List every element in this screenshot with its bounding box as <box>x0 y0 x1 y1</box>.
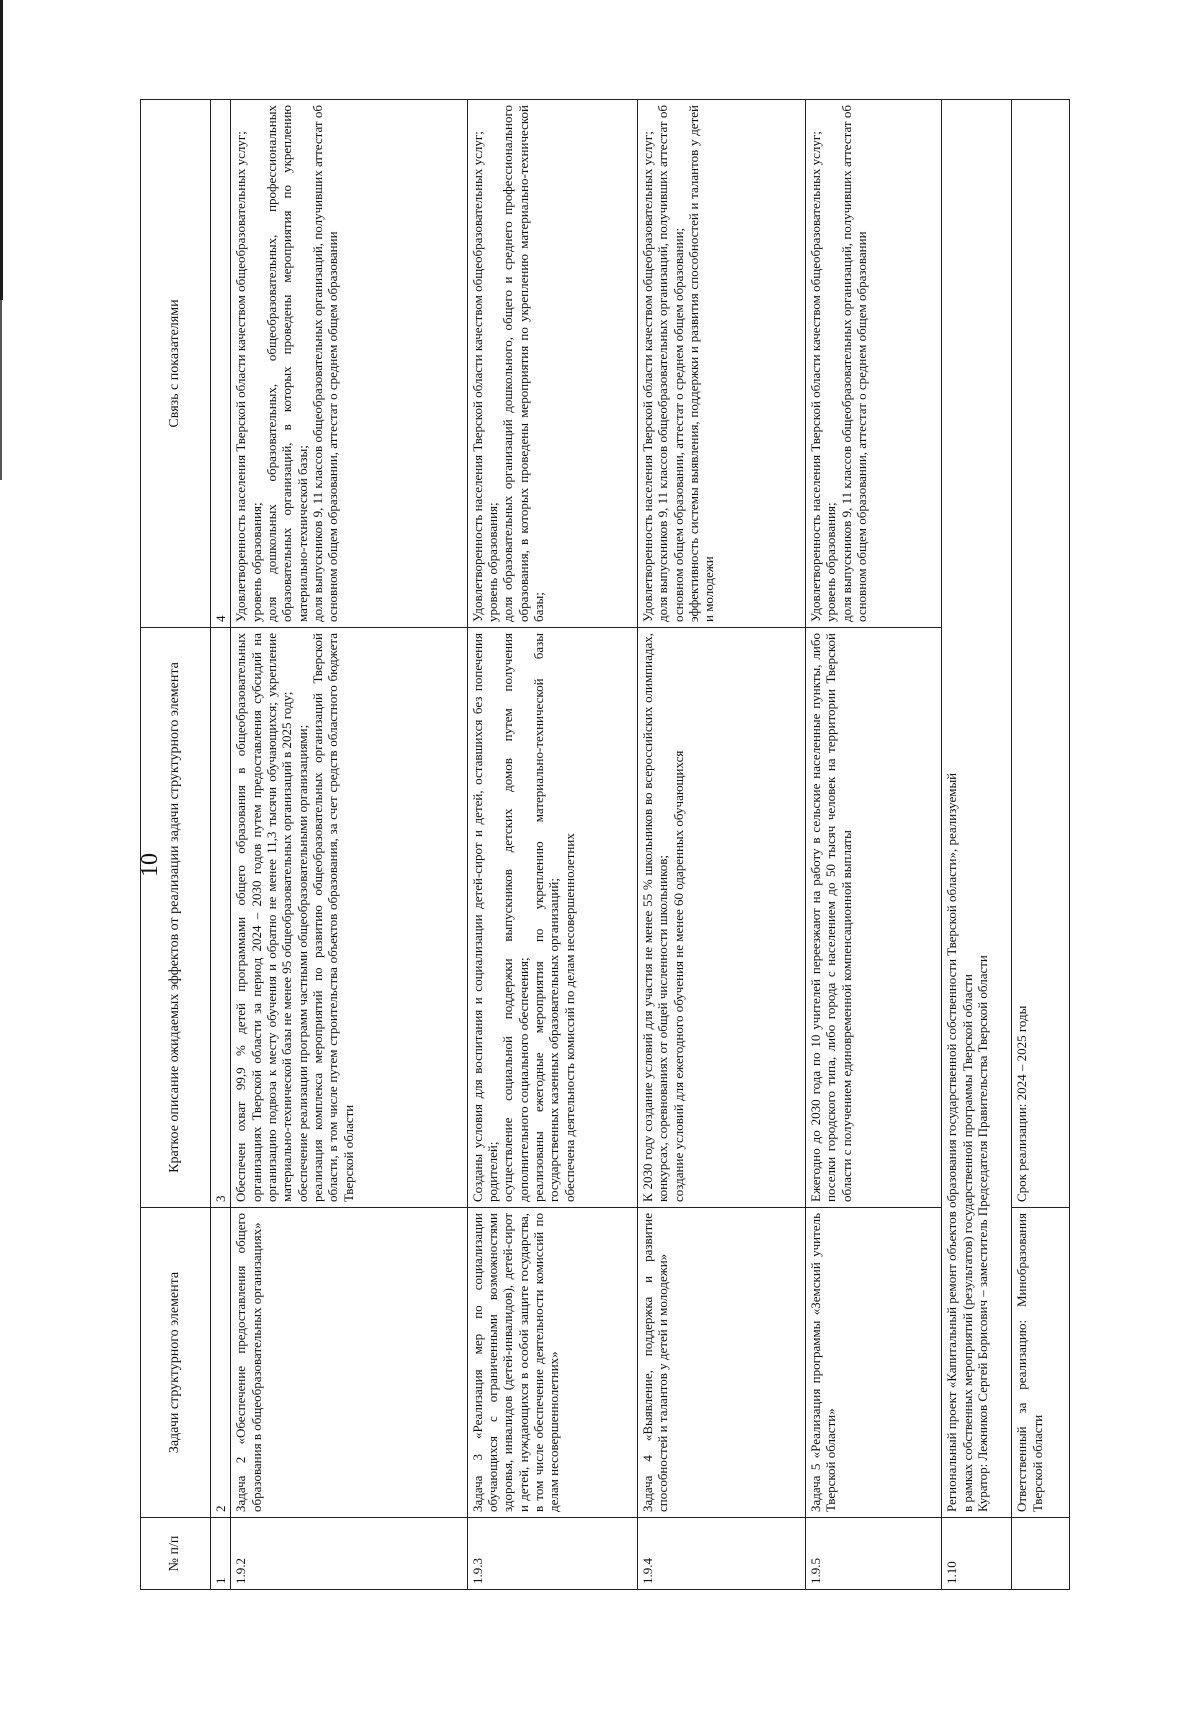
scan-edge-mark <box>0 0 3 300</box>
responsible-cell: Ответственный за реализацию: Минобразования Тверской области <box>1012 1208 1070 1518</box>
effects-line: обеспечение реализации программ частными общеобразовательными организациями; <box>294 724 310 1202</box>
link-line: доля выпускников 9, 11 классов общеобразовательных организаций, получивших аттестат об основном общем образовании, аттестат о среднем общем образовании <box>309 105 341 622</box>
row-effects <box>467 628 637 1208</box>
page-number: 10 <box>137 853 163 877</box>
table-row <box>637 100 805 1590</box>
link-line: доля образовательных организаций дошкольного, общего и среднего профессионального образования, в которых проведены мероприятия по укреплению материально-технической базы; <box>500 105 546 622</box>
row-effects <box>231 628 467 1208</box>
effects-line: создание условий для ежегодного обучения не менее 60 одаренных обучающихся <box>670 750 686 1202</box>
link-line: Удовлетворенность населения Тверской области качеством общеобразовательных услуг; <box>808 131 824 622</box>
row-number: 1.9.3 <box>467 1518 637 1590</box>
link-line: уровень образования; <box>484 502 500 622</box>
effects-line: Обеспечен охват 99,9 % детей программами общего образования в общеобразовательных организациях Тверской области за период 2024 – 2030 годов путем предоставления субсидий на организацию подвоза к месту обучения и обратно не менее 11,3 тысячи обучающихся; укрепление материально-технической базы не менее 95 общеобразовательных организаций в 2025 году; <box>233 633 295 1202</box>
row-number: 1.9.2 <box>231 1518 467 1590</box>
effects-line: Созданы условия для воспитания и социализации детей-сирот и детей, оставшихся без попечения родителей; <box>469 633 500 1202</box>
effects-line: К 2030 году создание условий для участия не менее 55 % школьников во всероссийских олимпиадах, конкурсах, соревнованиях от общей численности школьников; <box>639 633 671 1202</box>
header-task: Задачи структурного элемента <box>141 1208 211 1518</box>
project-line: Региональный проект «Капитальный ремонт объектов образования государственной собственности Тверской области», реализуемый <box>944 772 960 1512</box>
scan-edge-mark-lower <box>0 300 2 480</box>
row-number: 1.9.5 <box>806 1518 942 1590</box>
project-row <box>942 100 1012 1590</box>
effects-line: реализация комплекса мероприятий по развитию общеобразовательных организаций Тверской области, в том числе путем строительства объектов образования, за счет средств областного бюджета Тверской области <box>309 633 356 1202</box>
link-line: уровень образования; <box>248 502 264 622</box>
row-number: 1.9.4 <box>637 1518 805 1590</box>
row-link <box>806 100 942 628</box>
table-row <box>806 100 942 1590</box>
row-task: Задача 2 «Обеспечение предоставления общего образования в общеобразовательных организациях» <box>231 1208 467 1518</box>
project-description <box>942 100 1012 1518</box>
link-line: доля выпускников 9, 11 классов общеобразовательных организаций, получивших аттестат об основном общем образовании, аттестат о среднем общем образовании <box>838 105 870 622</box>
header-num: № п/п <box>141 1518 211 1590</box>
column-number: 1 <box>211 1518 231 1590</box>
link-line: Удовлетворенность населения Тверской области качеством общеобразовательных услуг; <box>233 131 249 622</box>
column-number: 3 <box>211 628 231 1208</box>
link-line: Удовлетворенность населения Тверской области качеством общеобразовательных услуг; <box>639 131 655 622</box>
link-line: доля выпускников 9, 11 классов общеобразовательных организаций, получивших аттестат об основном общем образовании, аттестат о среднем общем образовании; <box>655 105 686 622</box>
structural-element-table <box>140 99 1070 1590</box>
link-line: эффективность системы выявления, поддержки и развития способностей и талантов у детей и молодежи <box>685 105 717 622</box>
link-line: уровень образования; <box>823 502 839 622</box>
effects-line: обеспечена деятельность комиссий по делам несовершеннолетних <box>561 833 577 1202</box>
header-effects: Краткое описание ожидаемых эффектов от реализации задачи структурного элемента <box>141 628 211 1208</box>
link-line: Удовлетворенность населения Тверской области качеством общеобразовательных услуг; <box>469 131 485 622</box>
column-number: 2 <box>211 1208 231 1518</box>
empty-cell <box>1012 1518 1070 1590</box>
table-row <box>231 100 467 1590</box>
row-number: 1.10 <box>942 1518 1012 1590</box>
row-task: Задача 4 «Выявление, поддержка и развитие способностей и талантов у детей и молодежи» <box>637 1208 805 1518</box>
rotated-table-container <box>140 100 1070 1590</box>
effects-line: Ежегодно до 2030 года по 10 учителей переезжают на работу в сельские населенные пункты, либо поселки городского типа, либо города с населением до 50 тысяч человек на территории Тверской области с получением единовременной компенсационной выплаты <box>808 633 854 1202</box>
footer-row <box>1012 100 1070 1590</box>
row-link <box>231 100 467 628</box>
row-task: Задача 3 «Реализация мер по социализации обучающихся с ограниченными возможностями здоровья, инвалидов (детей-инвалидов), детей-сирот и детей, нуждающихся в особой защите государства, в том числе обеспечение деятельности комиссий по делам несовершеннолетних» <box>467 1208 637 1518</box>
row-link <box>637 100 805 628</box>
project-curator: Куратор: Лежников Сергей Борисович – заместитель Председателя Правительства Тверской области <box>974 955 990 1512</box>
table-row <box>467 100 637 1590</box>
term-cell: Срок реализации: 2024 – 2025 годы <box>1012 100 1070 1208</box>
project-line: в рамках собственных мероприятий (результатов) государственной программы Тверской области <box>959 974 975 1512</box>
header-link: Связь с показателями <box>141 100 211 628</box>
row-task: Задача 5 «Реализация программы «Земский учитель Тверской области» <box>806 1208 942 1518</box>
effects-line: осуществление социальной поддержки выпускников детских домов путем получения дополнительного социального обеспечения; <box>500 633 531 1202</box>
row-link <box>467 100 637 628</box>
effects-line: реализованы ежегодные мероприятия по укреплению материально-технической базы государственных казенных образовательных организаций; <box>530 633 562 1202</box>
link-line: доля дошкольных образовательных, общеобразовательных, профессиональных образовательных организаций, в которых проведены мероприятия по укреплению материально-технической базы; <box>263 105 310 622</box>
row-effects <box>637 628 805 1208</box>
column-number: 4 <box>211 100 231 628</box>
row-effects <box>806 628 942 1208</box>
